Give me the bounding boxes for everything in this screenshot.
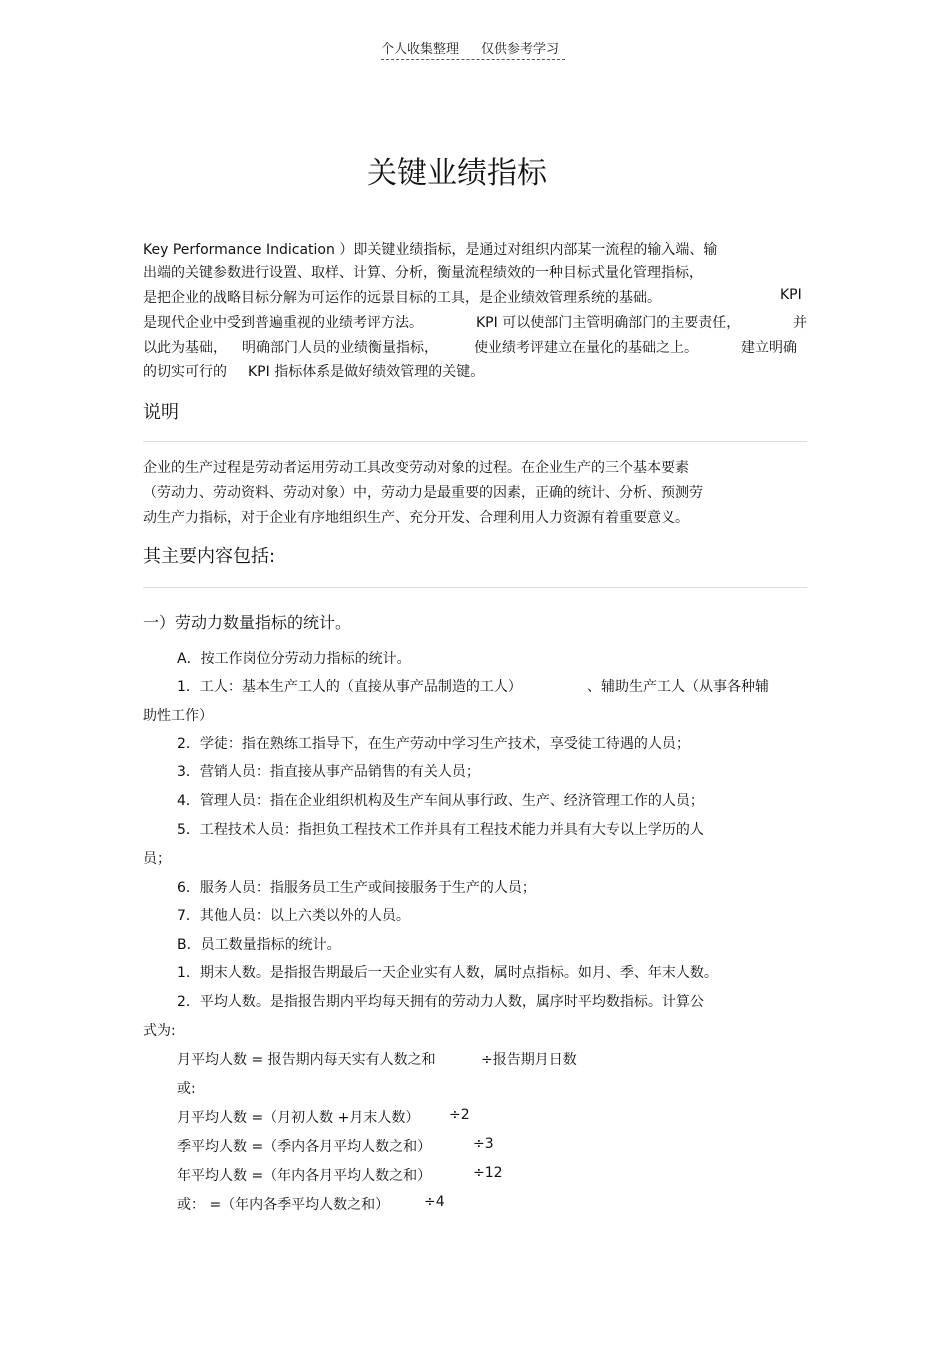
intro-line-5c: 使业绩考评建立在量化的基础之上。 [474, 340, 698, 356]
explanation-line-2: （劳动力、劳动资料、劳动对象）中，劳动力是最重要的因素，正确的统计、分析、预测劳 [143, 485, 703, 501]
intro-line-5d: 建立明确 [741, 340, 797, 356]
intro-line-4: 是现代企业中受到普遍重视的业绩考评方法。 [143, 315, 423, 331]
intro-line-6a: 的切实可行的 [143, 364, 227, 380]
intro-line-4-end: 并 [793, 315, 807, 331]
formula-4-divisor: ÷12 [473, 1165, 503, 1181]
list-item-a3: 3．营销人员：指直接从事产品销售的有关人员； [177, 764, 480, 780]
intro-line-5a: 以此为基础， [143, 340, 227, 356]
section-divider [143, 441, 807, 442]
document-title: 关键业绩指标 [367, 156, 547, 191]
list-item-a4: 4．管理人员：指在企业组织机构及生产车间从事行政、生产、经济管理工作的人员； [177, 793, 704, 809]
header-left-text: 个人收集整理 [381, 42, 460, 57]
page-header [381, 38, 565, 60]
header-right-text: 仅供参考学习 [481, 42, 560, 57]
formula-4: 年平均人数 =（年内各月平均人数之和） [177, 1168, 432, 1184]
list-item-a1-cont: 、辅助生产工人（从事各种辅 [587, 679, 769, 695]
list-item-b: B．员工数量指标的统计。 [177, 937, 341, 953]
list-item-b2: 2．平均人数。是指报告期内平均每天拥有的劳动力人数，属序时平均数指标。计算公 [177, 994, 704, 1010]
explanation-line-3: 动生产力指标，对于企业有序地组织生产、充分开发、合理利用人力资源有着重要意义。 [143, 510, 689, 526]
intro-line-3: 是把企业的战略目标分解为可运作的远景目标的工具，是企业绩效管理系统的基础。 [143, 290, 661, 306]
list-item-b2-wrap: 式为: [143, 1023, 176, 1039]
section-divider [143, 587, 807, 588]
list-item-a: A．按工作岗位分劳动力指标的统计。 [177, 651, 411, 667]
formula-3: 季平均人数 =（季内各月平均人数之和） [177, 1139, 432, 1155]
list-item-a6: 6．服务人员：指服务员工生产或间接服务于生产的人员； [177, 880, 536, 896]
list-item-a2: 2．学徒：指在熟练工指导下，在生产劳动中学习生产技术，享受徒工待遇的人员； [177, 736, 690, 752]
intro-line-3-kpi: KPI [780, 287, 802, 303]
list-item-b1: 1．期末人数。是指报告期最后一天企业实有人数，属时点指标。如月、季、年末人数。 [177, 965, 718, 981]
list-item-a7: 7．其他人员：以上六类以外的人员。 [177, 908, 410, 924]
formula-3-divisor: ÷3 [473, 1136, 494, 1152]
intro-line-4-kpi: KPI 可以使部门主管明确部门的主要责任， [476, 315, 741, 331]
intro-line-1: Key Performance Indication ）即关键业绩指标，是通过对组织内部某一流程的输入端、输 [143, 242, 718, 258]
intro-line-2: 出端的关键参数进行设置、取样、计算、分析，衡量流程绩效的一种目标式量化管理指标， [143, 265, 703, 281]
explanation-line-1: 企业的生产过程是劳动者运用劳动工具改变劳动对象的过程。在企业生产的三个基本要素 [143, 460, 689, 476]
subsection-heading-1: 一）劳动力数量指标的统计。 [143, 613, 352, 632]
formula-1-divisor: ÷报告期月日数 [481, 1052, 577, 1068]
section-heading-explanation: 说明 [143, 402, 179, 423]
list-item-a1: 1．工人：基本生产工人的（直接从事产品制造的工人） [177, 679, 522, 695]
section-heading-contents: 其主要内容包括: [143, 546, 276, 567]
formula-2-divisor: ÷2 [449, 1107, 470, 1123]
list-item-a5-wrap: 员； [143, 851, 171, 867]
formula-1: 月平均人数 = 报告期内每天实有人数之和 [177, 1052, 436, 1068]
list-item-a1-wrap: 助性工作） [143, 708, 213, 724]
formula-5-divisor: ÷4 [424, 1194, 445, 1210]
intro-line-5b: 明确部门人员的业绩衡量指标， [242, 340, 438, 356]
list-item-a5: 5．工程技术人员：指担负工程技术工作并具有工程技术能力并具有大专以上学历的人 [177, 822, 704, 838]
intro-line-6b: KPI 指标体系是做好绩效管理的关键。 [248, 364, 485, 380]
formula-5: 或： =（年内各季平均人数之和） [177, 1197, 390, 1213]
formula-2: 月平均人数 =（月初人数 +月末人数） [177, 1110, 420, 1126]
formula-or-1: 或: [177, 1081, 196, 1097]
